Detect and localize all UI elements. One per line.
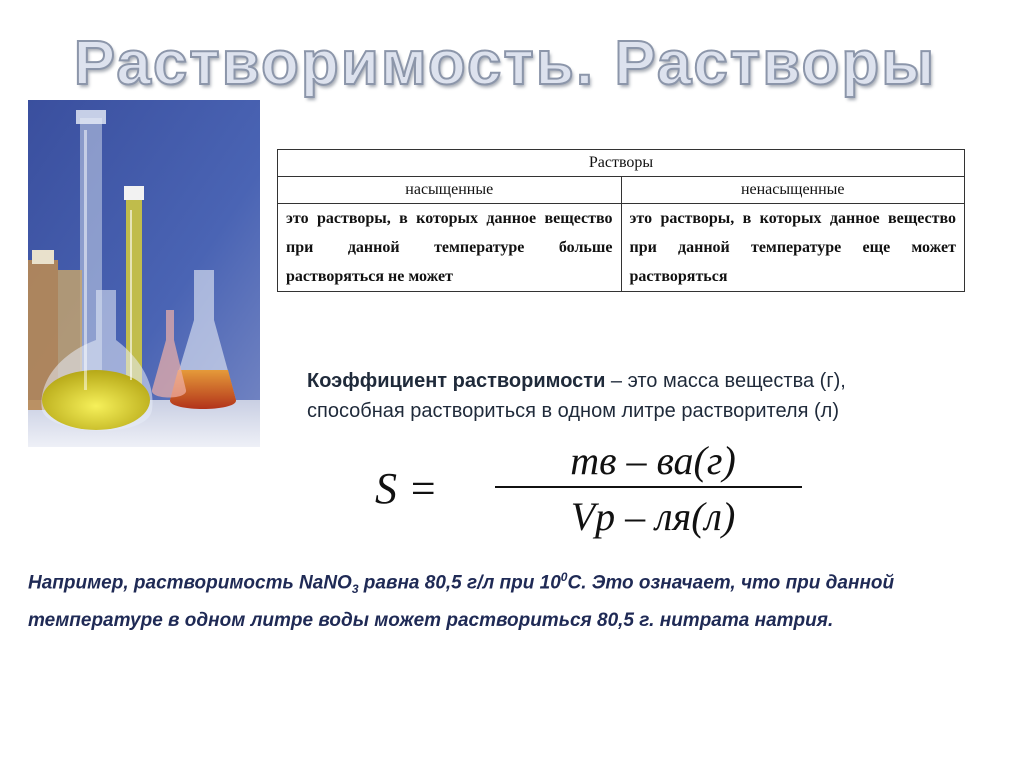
lab-glassware-photo [28,100,260,447]
unsaturated-definition: это растворы, в которых данное вещество при данной температуре еще может растворяться [621,204,965,292]
solubility-formula [370,440,810,540]
formula-denominator: Vр – ля(л) [570,494,736,539]
solubility-coefficient-definition [307,366,947,426]
example-text-1: Например, растворимость NaNO [28,572,352,594]
example-superscript: 0 [560,570,568,584]
coefficient-term: Коэффициент растворимости [307,370,606,392]
table-subheader-row [278,177,965,204]
column-unsaturated: ненасыщенные [621,177,965,204]
example-text-3: С. Это означает, что при данной температуре в одном литре воды может раствориться 80,5 г. нитрата натрия. [28,572,895,632]
coefficient-dash: – [605,370,628,392]
saturated-definition: это растворы, в которых данное вещество при данной температуре больше растворяться не может [278,204,622,292]
solutions-table [277,149,965,292]
formula-numerator: mв – ва(г) [570,440,736,483]
table-row [278,204,965,292]
column-saturated: насыщенные [278,177,622,204]
slide-title: Растворимость. Растворы [73,29,937,98]
example-subscript: 3 [351,582,359,597]
example-paragraph [28,562,988,636]
coefficient-text: это масса вещества (г), способная раствориться в одном литре растворителя (л) [307,370,846,422]
table-header-row [278,150,965,177]
table-title: Растворы [278,150,965,177]
formula-lhs: S = [375,464,438,513]
example-text-2: равна 80,5 г/л при 10 [358,572,561,594]
